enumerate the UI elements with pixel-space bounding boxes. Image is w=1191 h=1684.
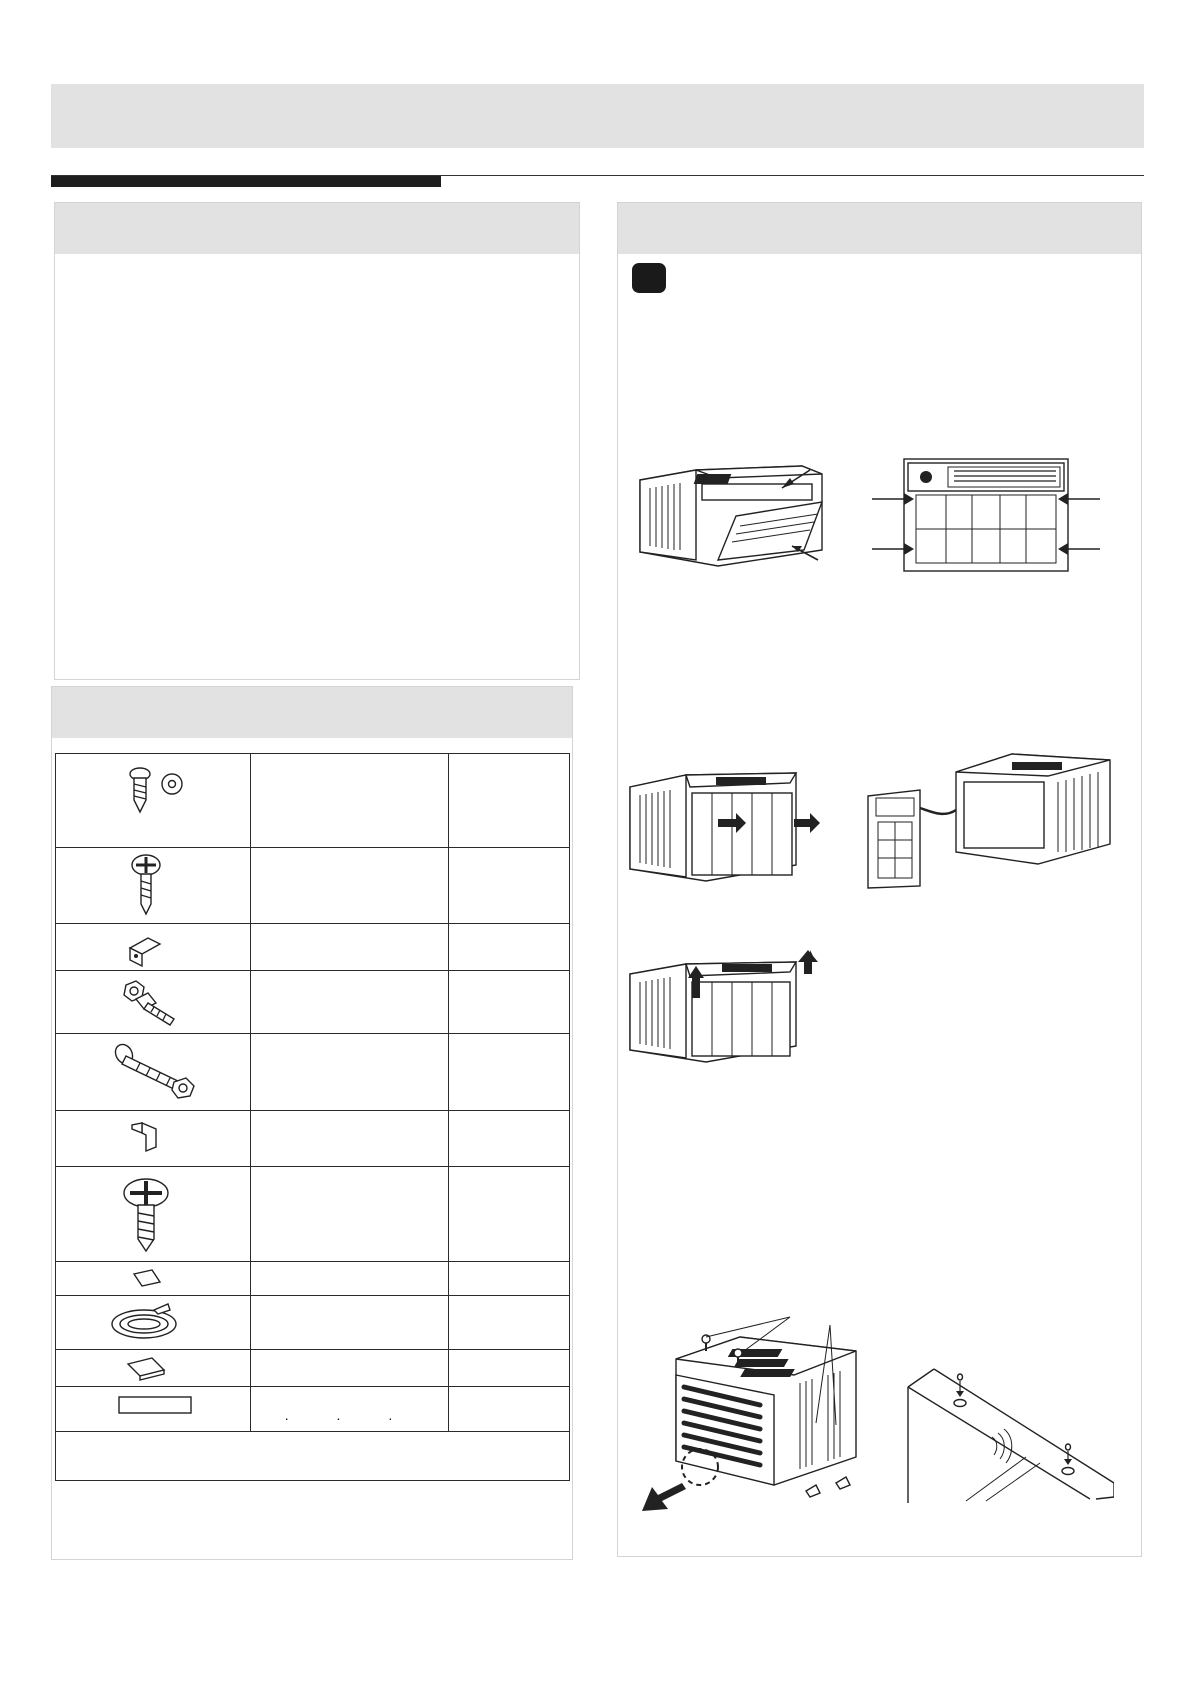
table-row xyxy=(56,1296,570,1350)
figure-front-panel-tabs xyxy=(868,455,1108,575)
part-description xyxy=(251,1167,449,1262)
part-image-cell xyxy=(56,1350,251,1387)
part-image-cell xyxy=(56,1111,251,1167)
part-quantity xyxy=(449,1350,570,1387)
page-header-band xyxy=(51,84,1144,148)
part-description xyxy=(251,1296,449,1350)
part-image-cell xyxy=(56,1262,251,1296)
table-row xyxy=(56,1350,570,1387)
part-image-cell xyxy=(56,1387,251,1432)
table-row xyxy=(56,1387,570,1432)
table-row xyxy=(56,971,570,1034)
front-panel-tabs-illustration xyxy=(868,455,1108,575)
parts-panel-header xyxy=(52,687,572,738)
part-quantity xyxy=(449,754,570,848)
part-description xyxy=(251,1034,449,1111)
step-number-badge xyxy=(632,263,666,293)
panel-slide-out-illustration xyxy=(626,765,836,887)
table-row xyxy=(56,1034,570,1111)
label-strip-icon xyxy=(56,1387,251,1431)
nut-and-short-bolt-icon xyxy=(56,971,251,1033)
part-description xyxy=(251,1350,449,1387)
part-quantity xyxy=(449,1034,570,1111)
part-image-cell xyxy=(56,1167,251,1262)
part-image-cell xyxy=(56,848,251,924)
part-quantity xyxy=(449,1296,570,1350)
table-row xyxy=(56,1167,570,1262)
part-quantity xyxy=(449,1387,570,1432)
clip-icon xyxy=(56,1111,251,1166)
figure-front-panel-open xyxy=(632,450,832,572)
part-image-cell xyxy=(56,971,251,1034)
foam-pad-icon xyxy=(56,1262,251,1295)
header-divider-thick xyxy=(51,176,441,187)
part-description xyxy=(251,1387,449,1432)
panel-wire-connection-illustration xyxy=(862,748,1112,890)
part-image-cell xyxy=(56,924,251,971)
panel-lift-up-illustration xyxy=(626,950,826,1066)
figure-panel-lift-up xyxy=(626,950,826,1066)
figure-screw-holes-detail xyxy=(906,1367,1114,1505)
part-description xyxy=(251,1111,449,1167)
part-quantity xyxy=(449,1167,570,1262)
part-quantity xyxy=(449,848,570,924)
right-instructions-panel-header xyxy=(618,203,1141,254)
figure-panel-slide-out xyxy=(626,765,836,887)
part-description xyxy=(251,924,449,971)
parts-table xyxy=(55,753,570,1481)
part-image-cell xyxy=(56,754,251,848)
air-conditioner-front-panel-illustration xyxy=(632,450,832,572)
angle-bracket-icon xyxy=(56,924,251,970)
remove-chassis-illustration xyxy=(640,1315,870,1525)
part-quantity xyxy=(449,971,570,1034)
left-info-panel-header xyxy=(55,203,579,254)
table-row xyxy=(56,754,570,848)
seal-strip-roll-icon xyxy=(56,1296,251,1349)
bolt-and-nut-icon xyxy=(56,1034,251,1110)
screw-and-washer-icon xyxy=(56,754,251,847)
table-row xyxy=(56,1111,570,1167)
part-image-cell xyxy=(56,1296,251,1350)
figure-remove-chassis xyxy=(640,1315,870,1525)
part-description xyxy=(251,971,449,1034)
part-description xyxy=(251,1262,449,1296)
parts-footer-note xyxy=(56,1432,570,1481)
table-row xyxy=(56,1262,570,1296)
left-info-panel xyxy=(54,202,580,680)
part-image-cell xyxy=(56,1034,251,1111)
figure-panel-wire xyxy=(862,748,1112,890)
part-quantity xyxy=(449,1262,570,1296)
part-quantity xyxy=(449,1111,570,1167)
part-description xyxy=(251,848,449,924)
large-screw-icon xyxy=(56,1167,251,1261)
part-description-dots: . . . xyxy=(284,1407,415,1423)
table-footer-row xyxy=(56,1432,570,1481)
screw-holes-detail-illustration xyxy=(906,1367,1114,1505)
table-row xyxy=(56,848,570,924)
part-description xyxy=(251,754,449,848)
part-quantity xyxy=(449,924,570,971)
foam-block-icon xyxy=(56,1350,251,1386)
phillips-screw-icon xyxy=(56,848,251,923)
table-row xyxy=(56,924,570,971)
